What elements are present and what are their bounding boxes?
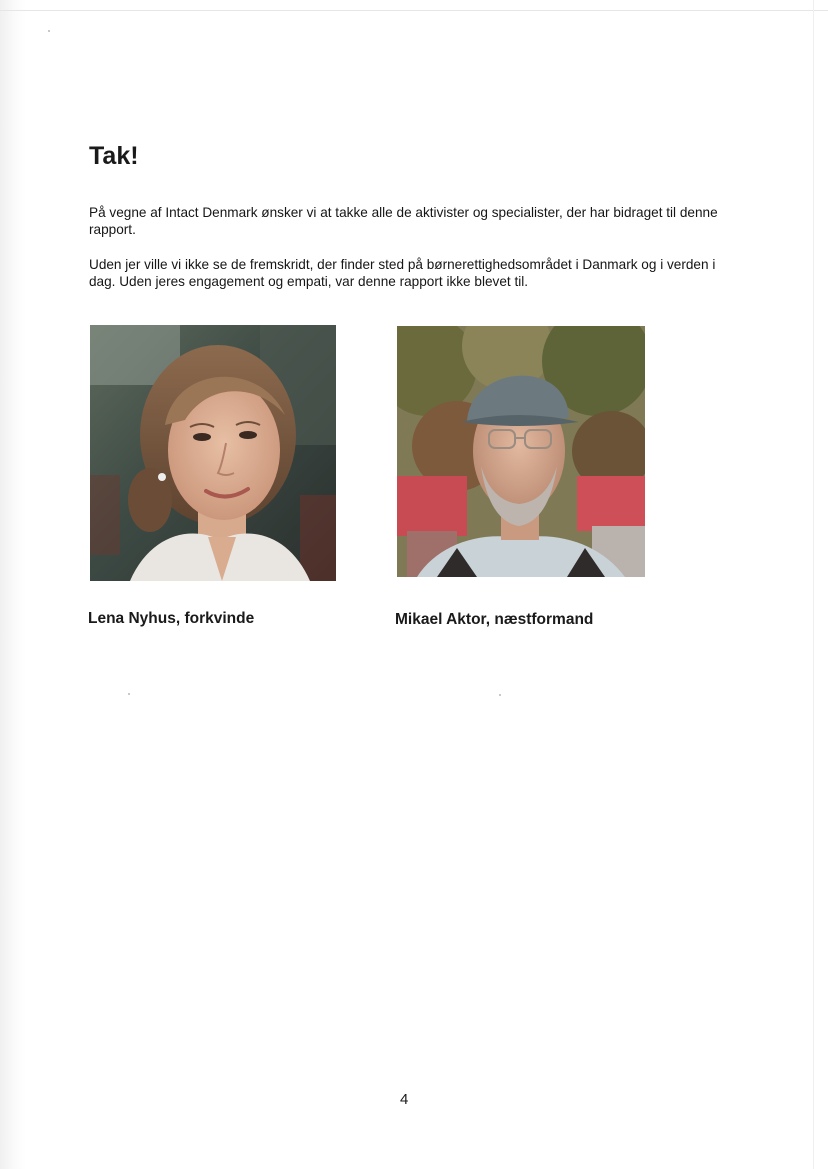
scan-speck	[499, 694, 501, 696]
portrait-photo-chairwoman	[90, 325, 336, 581]
caption-chairwoman: Lena Nyhus, forkvinde	[88, 610, 255, 627]
portrait-photo-vice-chairman	[397, 326, 645, 577]
scan-speck	[128, 693, 130, 695]
scan-speck	[48, 30, 50, 32]
page-title: Tak!	[89, 142, 139, 170]
thanks-paragraph: Uden jer ville vi ikke se de fremskridt, der finder sted på børnerettighedsområdet i Danmark og i verden i dag. Uden jeres engagement og empati, var denne rapport ikke blevet til.	[89, 257, 716, 289]
page-number: 4	[400, 1091, 409, 1108]
scan-edge-shadow	[0, 0, 26, 1169]
scan-right-edge	[813, 0, 814, 1169]
scan-top-edge	[0, 10, 828, 11]
intro-paragraph: På vegne af Intact Denmark ønsker vi at takke alle de aktivister og specialister, der har bidraget til denne rapport.	[89, 205, 718, 237]
caption-vice-chairman: Mikael Aktor, næstformand	[395, 611, 594, 628]
